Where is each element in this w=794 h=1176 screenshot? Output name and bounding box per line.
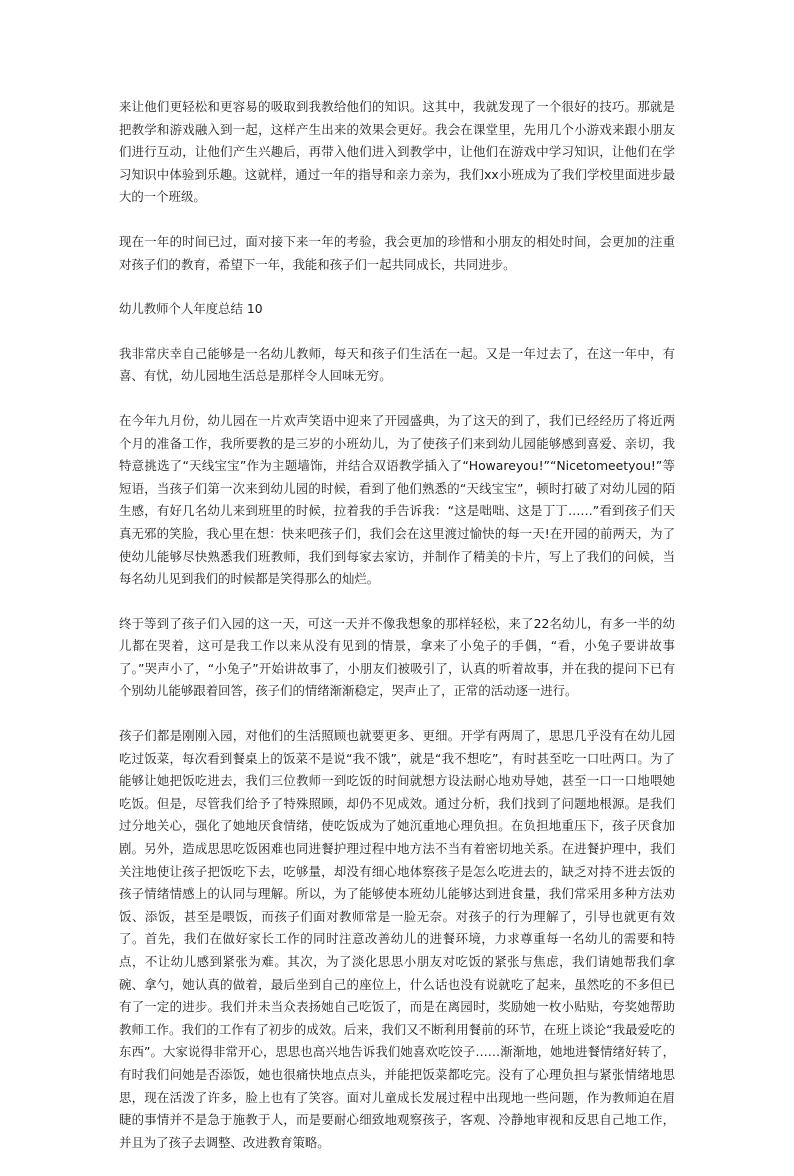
paragraph-intro-continuation: 来让他们更轻松和更容易的吸取到我教给他们的知识。这其中，我就发现了一个很好的技巧。那就是把教学和游戏融入到一起，这样产生出来的效果会更好。我会在课堂里，先用几个小游戏来跟小朋友们进行互动，让他们产生兴趣后，再带入他们进入到教学中，让他们在游戏中学习知识，让他们在学习知识中体验到乐趣。这就样，通过一年的指导和亲力亲为，我们xx小班成为了我们学校里面进步最大的一个班级。 [119,99,675,205]
document-page [119,96,675,1176]
paragraph-outlook: 现在一年的时间已过，面对接下来一年的考验，我会更加的珍惜和小朋友的相处时间，会更加的注重对孩子们的教育，希望下一年，我能和孩子们一起共同成长，共同进步。 [119,233,675,272]
paragraph-opening: 我非常庆幸自己能够是一名幼儿教师，每天和孩子们生活在一起。又是一年过去了，在这一年中，有喜、有忧，幼儿园地生活总是那样令人回味无穷。 [119,345,675,384]
paragraph-first-day: 终于等到了孩子们入园的这一天，可这一天并不像我想象的那样轻松，来了22名幼儿，有多一半的幼儿都在哭着，这可是我工作以来从没有见到的情景，拿来了小兔子的手偶，“看，小兔子要讲故事了。”哭声小了，“小兔子”开始讲故事了，小朋友们被吸引了，认真的听着故事，并在我的提问下已有个别幼儿能够跟着回答，孩子们的情绪渐渐稳定，哭声止了，正常的活动逐一进行。 [119,615,675,699]
section-heading: 幼儿教师个人年度总结 10 [119,301,263,317]
paragraph-feeding-care: 孩子们都是刚刚入园，对他们的生活照顾也就要更多、更细。开学有两周了，思思几乎没有在幼儿园吃过饭菜，每次看到餐桌上的饭菜不是说“我不饿”，就是“我不想吃”，有时甚至吃一口吐两口。为了能够让她把饭吃进去，我们三位教师一到吃饭的时间就想方设法耐心地劝导她，甚至一口一口地喂她吃饭。但是，尽管我们给予了特殊照顾，却仍不见成效。通过分析，我们找到了问题地根源。是我们过分地关心，强化了她地厌食情绪，使吃饭成为了她沉重地心理负担。在负担地重压下，孩子厌食加剧。另外，造成思思吃饭困难也同进餐护理过程中地方法不当有着密切地关系。在进餐护理中，我们关注地使让孩子把饭吃下去，吃够量，却没有细心地体察孩子是怎么吃进去的，缺乏对持不进去饭的孩子情绪情感上的认同与理解。所以，为了能够使本班幼儿能够达到进食量，我们常采用多种方法劝饭、添饭，甚至是喂饭，而孩子们面对教师常是一脸无奈。对孩子的行为理解了，引导也就更有效了。首先，我们在做好家长工作的同时注意改善幼儿的进餐环境，力求尊重每一名幼儿的需要和特点，不让幼儿感到紧张为难。其次，为了淡化思思小朋友对吃饭的紧张与焦虑，我们请她帮我们拿碗、拿勺，她认真的做着，最后坐到自己的座位上，什么话也没有说就吃了起来，虽然吃的不多但已有了一定的进步。我们并未当众表扬她自己吃饭了，而是在离园时，奖励她一枚小贴贴，夸奖她帮助教师工作。我们的工作有了初步的成效。后来，我们又不断利用餐前的环节，在班上谈论“我最爱吃的东西”。大家说得非常开心，思思也高兴地告诉我们她喜欢吃饺子……渐渐地，她地进餐情绪好转了，有时我们问她是否添饭，她也很痛快地点点头，并能把饭菜都吃完。没有了心理负担与紧张情绪地思思，现在活泼了许多，脸上也有了笑容。面对儿童成长发展过程中出现地一些问题，作为教师迫在眉睫的事情并不是急于施教于人，而是要耐心细致地观察孩子，客观、冷静地审视和反思自己地工作，并且为了孩子去调整、改进教育策略。 [119,728,675,1150]
paragraph-september: 在今年九月份，幼儿园在一片欢声笑语中迎来了开园盛典，为了这天的到了，我们已经经历了将近两个月的准备工作，我所要教的是三岁的小班幼儿，为了使孩子们来到幼儿园能够感到喜爱、亲切，我特意挑选了“天线宝宝”作为主题墙饰，并结合双语教学插入了“Howareyou!”“Nicetomeetyou!”等短语，当孩子们第一次来到幼儿园的时候，看到了他们熟悉的“天线宝宝”，顿时打破了对幼儿园的陌生感，有好几名幼儿来到班里的时候，拉着我的手告诉我：“这是咄咄、这是丁丁……”看到孩子们天真无邪的笑脸，我心里在想：快来吧孩子们，我们会在这里渡过愉快的每一天!在开园的前两天，为了使幼儿能够尽快熟悉我们班教师，我们到每家去家访，并制作了精美的卡片，写上了我们的问候，当每名幼儿见到我们的时候都是笑得那么的灿烂。 [119,412,675,587]
